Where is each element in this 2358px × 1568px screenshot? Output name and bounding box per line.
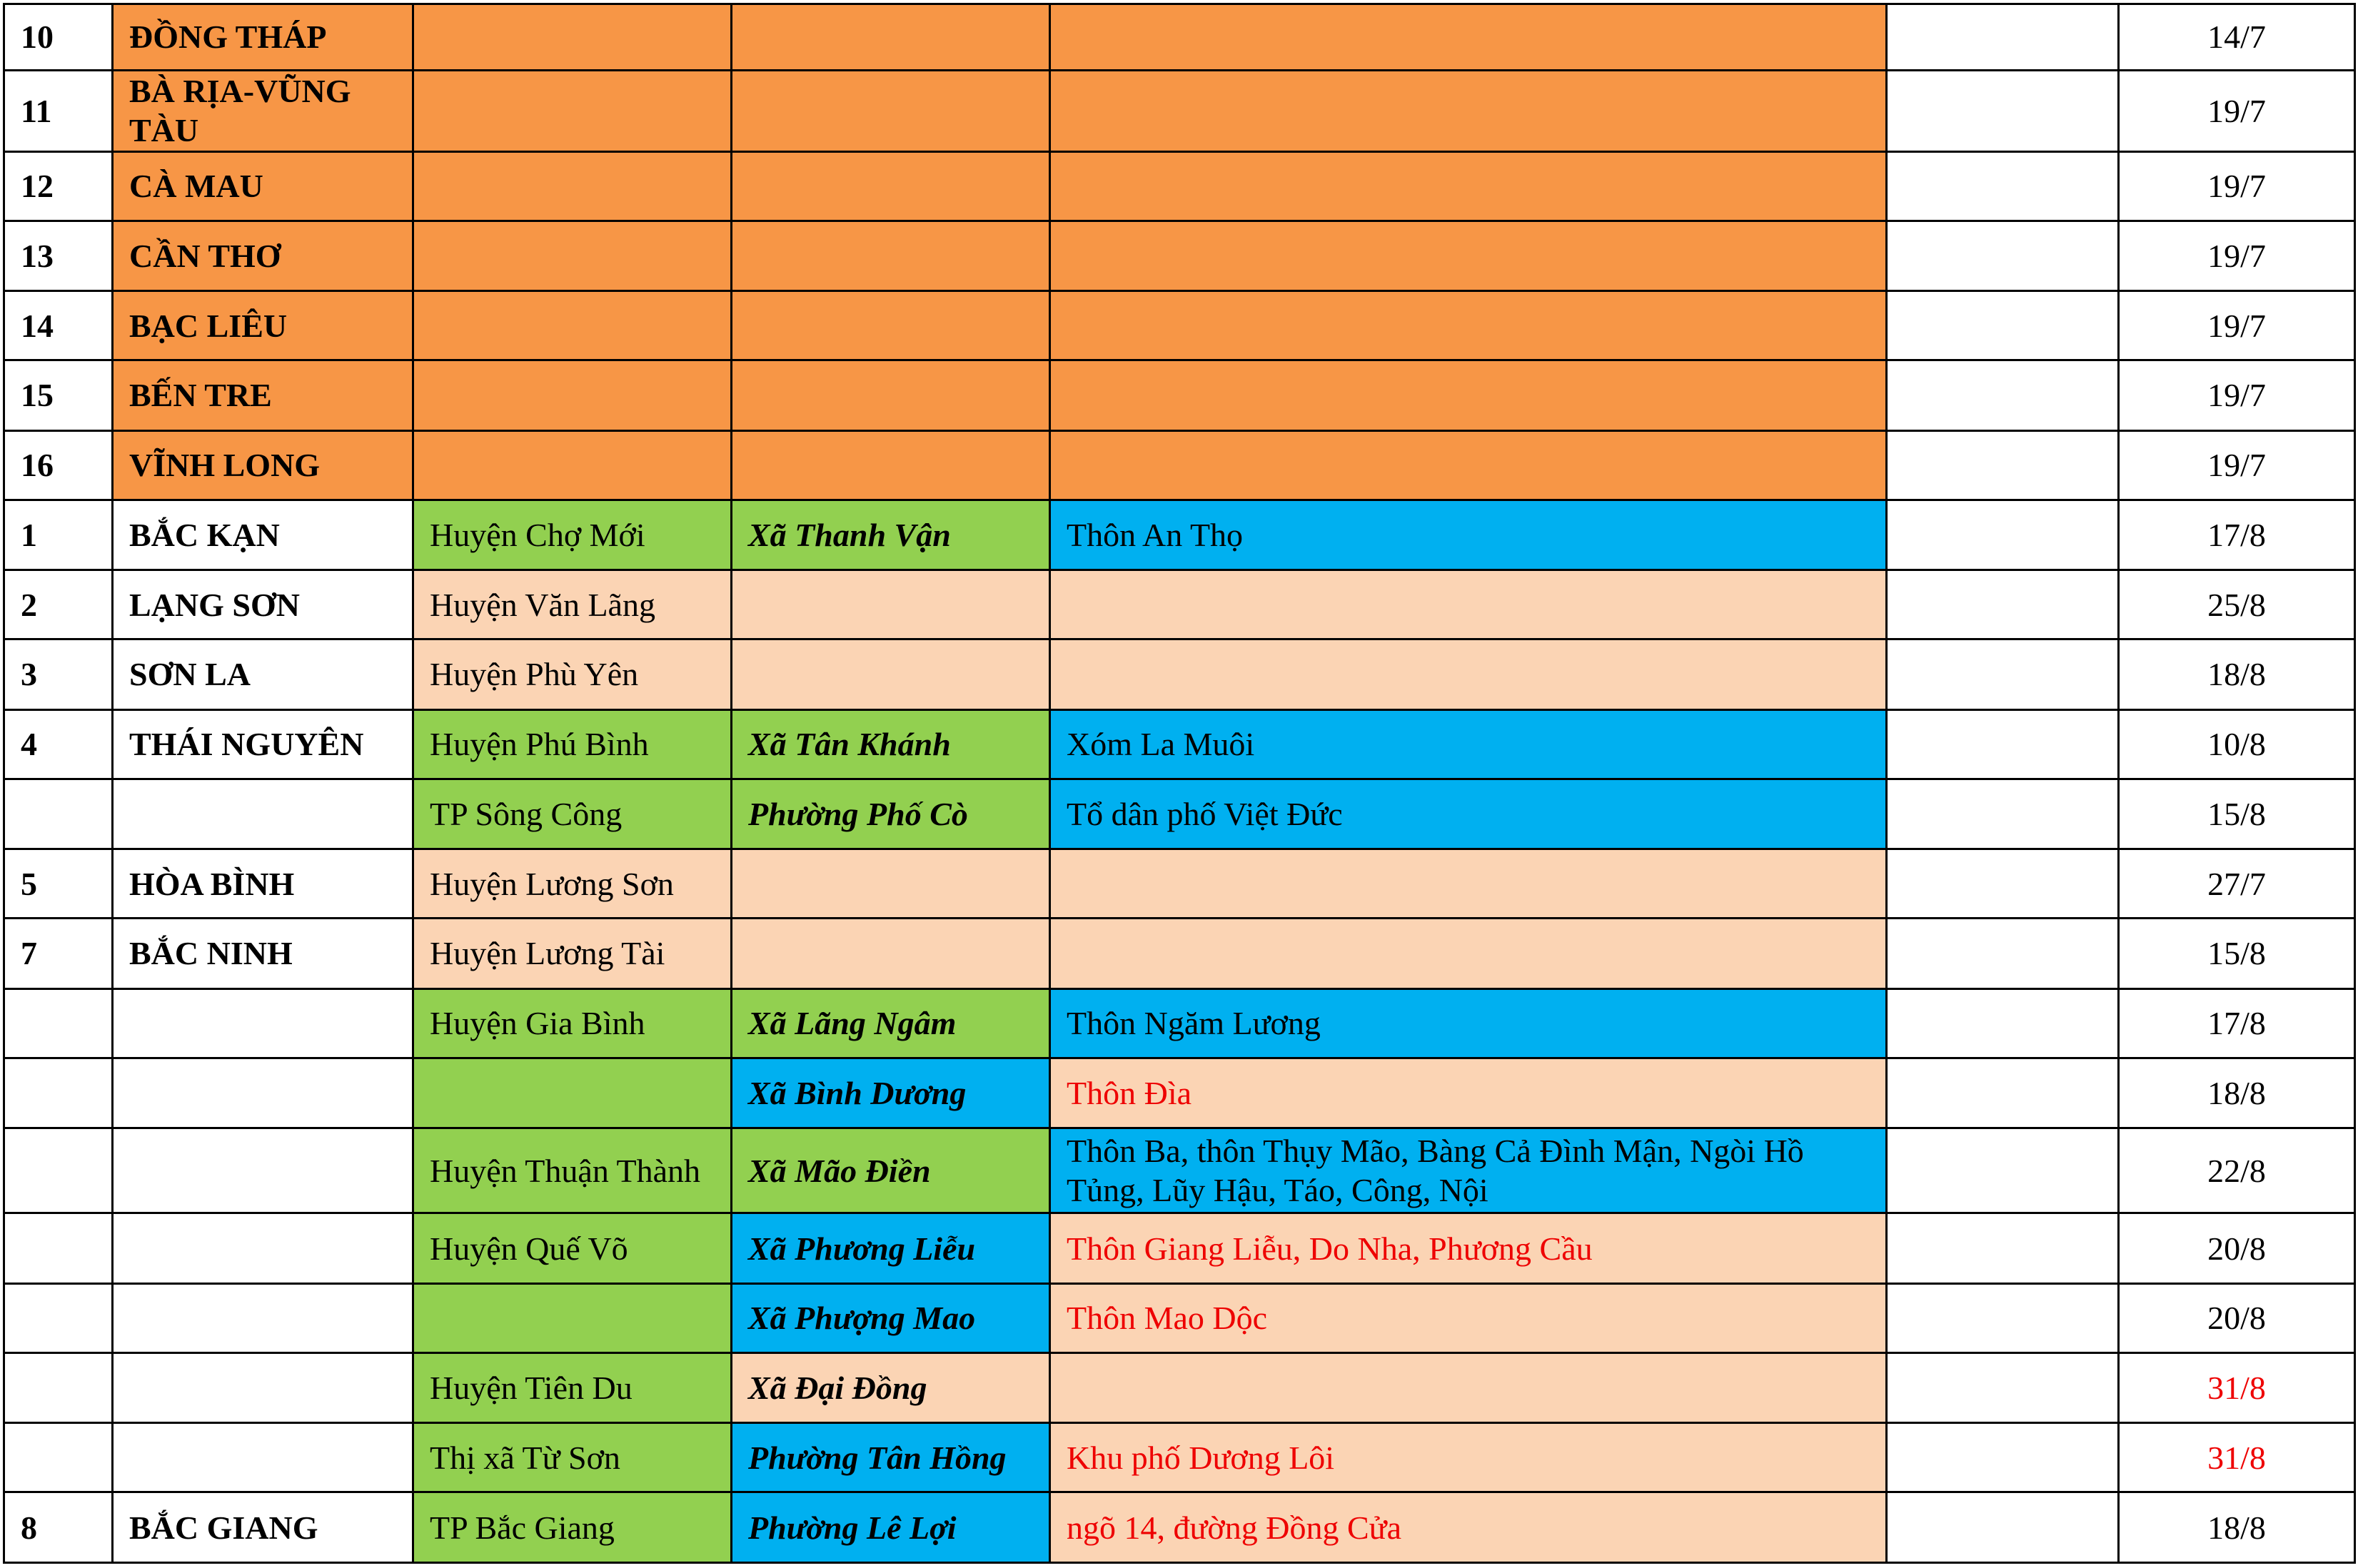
empty-cell <box>1887 1492 2119 1563</box>
date-cell: 18/8 <box>2119 1492 2355 1563</box>
commune-cell <box>732 151 1050 221</box>
commune-cell: Xã Mão Điền <box>732 1128 1050 1213</box>
empty-cell <box>1887 919 2119 989</box>
district-cell: Huyện Lương Sơn <box>413 849 732 919</box>
province-cell: CẦN THƠ <box>113 221 413 291</box>
village-cell <box>1050 430 1887 500</box>
date-cell: 10/8 <box>2119 709 2355 779</box>
row-number-cell <box>4 1128 113 1213</box>
date-cell: 20/8 <box>2119 1283 2355 1352</box>
district-cell <box>413 291 732 360</box>
row-number-cell: 1 <box>4 500 113 570</box>
commune-cell <box>732 430 1050 500</box>
village-cell: Thôn An Thọ <box>1050 500 1887 570</box>
district-cell <box>413 1058 732 1128</box>
row-number-cell: 14 <box>4 291 113 360</box>
table-row <box>4 988 2355 1058</box>
commune-cell: Xã Phương Liễu <box>732 1213 1050 1284</box>
date-cell: 31/8 <box>2119 1352 2355 1423</box>
row-number-cell: 3 <box>4 639 113 710</box>
province-cell: BẾN TRE <box>113 360 413 431</box>
village-cell <box>1050 639 1887 710</box>
province-cell: CÀ MAU <box>113 151 413 221</box>
village-cell <box>1050 849 1887 919</box>
date-cell: 19/7 <box>2119 221 2355 291</box>
province-cell <box>113 1128 413 1213</box>
commune-cell <box>732 919 1050 989</box>
row-number-cell <box>4 1423 113 1492</box>
district-cell: Huyện Quế Võ <box>413 1213 732 1284</box>
table-row <box>4 291 2355 360</box>
date-cell: 19/7 <box>2119 360 2355 431</box>
province-cell <box>113 1283 413 1352</box>
empty-cell <box>1887 70 2119 151</box>
empty-cell <box>1887 988 2119 1058</box>
village-cell: Thôn Ngăm Lương <box>1050 988 1887 1058</box>
district-cell: TP Sông Công <box>413 779 732 849</box>
table-row <box>4 1352 2355 1423</box>
village-cell <box>1050 1352 1887 1423</box>
district-cell <box>413 4 732 71</box>
empty-cell <box>1887 709 2119 779</box>
village-cell <box>1050 570 1887 639</box>
row-number-cell: 2 <box>4 570 113 639</box>
province-cell <box>113 1423 413 1492</box>
commune-cell <box>732 291 1050 360</box>
province-cell: THÁI NGUYÊN <box>113 709 413 779</box>
date-cell: 20/8 <box>2119 1213 2355 1284</box>
date-cell: 17/8 <box>2119 988 2355 1058</box>
empty-cell <box>1887 291 2119 360</box>
empty-cell <box>1887 779 2119 849</box>
village-cell: Thôn Giang Liễu, Do Nha, Phương Cầu <box>1050 1213 1887 1284</box>
row-number-cell: 8 <box>4 1492 113 1563</box>
commune-cell: Xã Đại Đồng <box>732 1352 1050 1423</box>
date-cell: 14/7 <box>2119 4 2355 71</box>
village-cell <box>1050 70 1887 151</box>
empty-cell <box>1887 430 2119 500</box>
district-cell <box>413 70 732 151</box>
row-number-cell <box>4 988 113 1058</box>
village-cell <box>1050 151 1887 221</box>
date-cell: 25/8 <box>2119 570 2355 639</box>
row-number-cell <box>4 1283 113 1352</box>
commune-cell <box>732 639 1050 710</box>
commune-cell <box>732 70 1050 151</box>
district-cell <box>413 360 732 431</box>
date-cell: 27/7 <box>2119 849 2355 919</box>
row-number-cell: 4 <box>4 709 113 779</box>
empty-cell <box>1887 1352 2119 1423</box>
row-number-cell <box>4 779 113 849</box>
date-cell: 18/8 <box>2119 1058 2355 1128</box>
province-cell <box>113 1213 413 1284</box>
table-row <box>4 70 2355 151</box>
commune-cell <box>732 570 1050 639</box>
empty-cell <box>1887 221 2119 291</box>
table-row <box>4 4 2355 71</box>
village-cell: Xóm La Muôi <box>1050 709 1887 779</box>
date-cell: 18/8 <box>2119 639 2355 710</box>
empty-cell <box>1887 500 2119 570</box>
table-row <box>4 779 2355 849</box>
village-cell <box>1050 919 1887 989</box>
date-cell: 19/7 <box>2119 151 2355 221</box>
province-cell <box>113 988 413 1058</box>
district-cell: Huyện Phú Bình <box>413 709 732 779</box>
province-cell: SƠN LA <box>113 639 413 710</box>
row-number-cell <box>4 1213 113 1284</box>
table-row <box>4 709 2355 779</box>
province-cell: BẠC LIÊU <box>113 291 413 360</box>
empty-cell <box>1887 4 2119 71</box>
village-cell: Thôn Mao Dộc <box>1050 1283 1887 1352</box>
row-number-cell <box>4 1058 113 1128</box>
row-number-cell: 13 <box>4 221 113 291</box>
district-cell: Huyện Phù Yên <box>413 639 732 710</box>
district-cell: Huyện Lương Tài <box>413 919 732 989</box>
table-row <box>4 1128 2355 1213</box>
province-cell <box>113 1352 413 1423</box>
commune-cell <box>732 4 1050 71</box>
province-cell: BẮC GIANG <box>113 1492 413 1563</box>
table-row <box>4 500 2355 570</box>
row-number-cell: 7 <box>4 919 113 989</box>
table-row <box>4 430 2355 500</box>
province-cell: ĐỒNG THÁP <box>113 4 413 71</box>
village-cell <box>1050 4 1887 71</box>
row-number-cell <box>4 1352 113 1423</box>
date-cell: 15/8 <box>2119 919 2355 989</box>
district-cell: Huyện Gia Bình <box>413 988 732 1058</box>
row-number-cell: 15 <box>4 360 113 431</box>
commune-cell: Xã Tân Khánh <box>732 709 1050 779</box>
empty-cell <box>1887 1128 2119 1213</box>
district-cell: Huyện Văn Lãng <box>413 570 732 639</box>
table-row <box>4 1283 2355 1352</box>
village-cell <box>1050 360 1887 431</box>
province-cell: VĨNH LONG <box>113 430 413 500</box>
date-cell: 17/8 <box>2119 500 2355 570</box>
commune-cell <box>732 221 1050 291</box>
row-number-cell: 11 <box>4 70 113 151</box>
district-cell: TP Bắc Giang <box>413 1492 732 1563</box>
empty-cell <box>1887 151 2119 221</box>
district-cell: Huyện Tiên Du <box>413 1352 732 1423</box>
date-cell: 22/8 <box>2119 1128 2355 1213</box>
district-cell: Huyện Chợ Mới <box>413 500 732 570</box>
commune-cell <box>732 849 1050 919</box>
village-cell: Thôn Đìa <box>1050 1058 1887 1128</box>
locations-table <box>3 3 2356 1564</box>
commune-cell: Phường Tân Hồng <box>732 1423 1050 1492</box>
table-row <box>4 570 2355 639</box>
table-row <box>4 221 2355 291</box>
commune-cell: Phường Lê Lợi <box>732 1492 1050 1563</box>
empty-cell <box>1887 1058 2119 1128</box>
commune-cell: Phường Phố Cò <box>732 779 1050 849</box>
empty-cell <box>1887 639 2119 710</box>
empty-cell <box>1887 1423 2119 1492</box>
village-cell <box>1050 291 1887 360</box>
table-row <box>4 151 2355 221</box>
date-cell: 31/8 <box>2119 1423 2355 1492</box>
commune-cell: Xã Lãng Ngâm <box>732 988 1050 1058</box>
row-number-cell: 10 <box>4 4 113 71</box>
province-cell: LẠNG SƠN <box>113 570 413 639</box>
village-cell <box>1050 221 1887 291</box>
district-cell: Thị xã Từ Sơn <box>413 1423 732 1492</box>
village-cell: ngõ 14, đường Đồng Cửa <box>1050 1492 1887 1563</box>
table-row <box>4 639 2355 710</box>
empty-cell <box>1887 849 2119 919</box>
row-number-cell: 5 <box>4 849 113 919</box>
date-cell: 19/7 <box>2119 430 2355 500</box>
table-row <box>4 849 2355 919</box>
province-cell <box>113 779 413 849</box>
province-cell <box>113 1058 413 1128</box>
table-row <box>4 1213 2355 1284</box>
district-cell <box>413 430 732 500</box>
row-number-cell: 16 <box>4 430 113 500</box>
village-cell: Khu phố Dương Lôi <box>1050 1423 1887 1492</box>
commune-cell <box>732 360 1050 431</box>
table-row <box>4 1492 2355 1563</box>
table-row <box>4 360 2355 431</box>
empty-cell <box>1887 570 2119 639</box>
empty-cell <box>1887 1283 2119 1352</box>
district-cell <box>413 151 732 221</box>
district-cell: Huyện Thuận Thành <box>413 1128 732 1213</box>
date-cell: 15/8 <box>2119 779 2355 849</box>
commune-cell: Xã Bình Dương <box>732 1058 1050 1128</box>
district-cell <box>413 221 732 291</box>
province-cell: BẮC NINH <box>113 919 413 989</box>
village-cell: Thôn Ba, thôn Thụy Mão, Bàng Cả Đình Mận, Ngòi Hồ Tủng, Lũy Hậu, Táo, Công, Nội <box>1050 1128 1887 1213</box>
province-cell: HÒA BÌNH <box>113 849 413 919</box>
commune-cell: Xã Phượng Mao <box>732 1283 1050 1352</box>
row-number-cell: 12 <box>4 151 113 221</box>
province-cell: BÀ RỊA-VŨNG TÀU <box>113 70 413 151</box>
commune-cell: Xã Thanh Vận <box>732 500 1050 570</box>
table-row <box>4 1058 2355 1128</box>
table-row <box>4 1423 2355 1492</box>
table-body <box>4 4 2355 1563</box>
empty-cell <box>1887 360 2119 431</box>
date-cell: 19/7 <box>2119 70 2355 151</box>
empty-cell <box>1887 1213 2119 1284</box>
village-cell: Tổ dân phố Việt Đức <box>1050 779 1887 849</box>
district-cell <box>413 1283 732 1352</box>
province-cell: BẮC KẠN <box>113 500 413 570</box>
table-row <box>4 919 2355 989</box>
date-cell: 19/7 <box>2119 291 2355 360</box>
